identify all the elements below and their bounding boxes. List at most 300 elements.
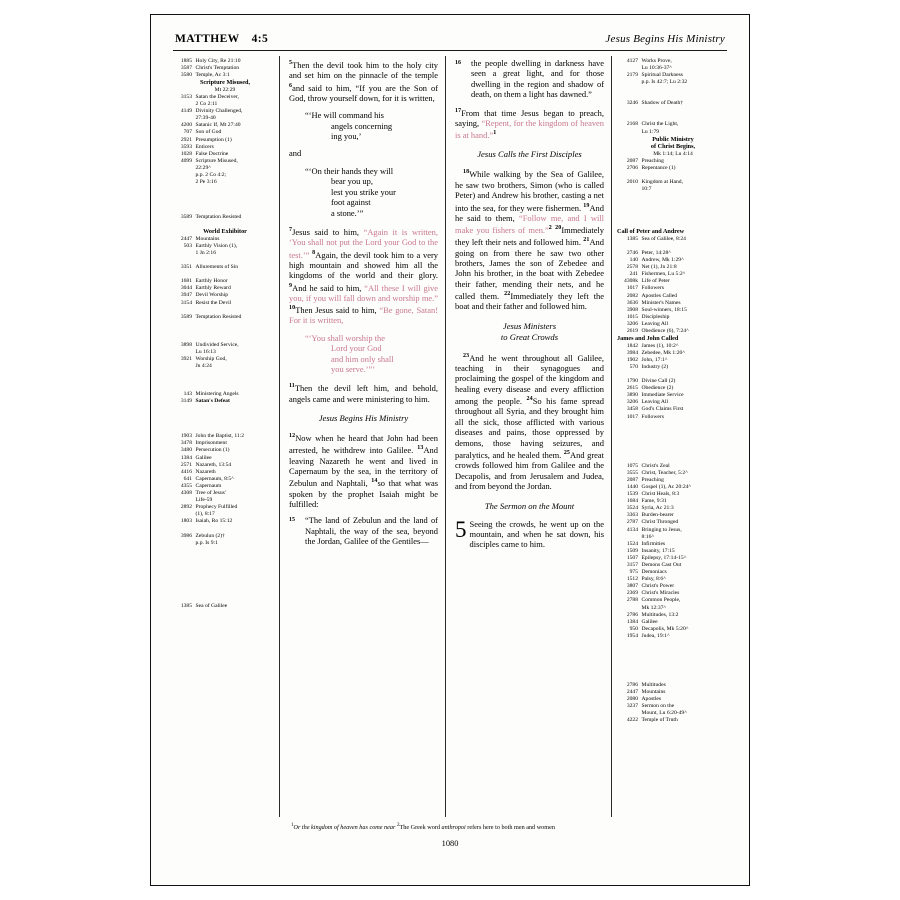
reference-number: 2168 — [626, 121, 638, 128]
reference-number: 1384 — [180, 454, 192, 461]
reference-gap — [171, 321, 279, 342]
reference-entry[interactable] — [171, 278, 279, 285]
reference-entry[interactable] — [171, 356, 279, 363]
reference-entry[interactable] — [617, 58, 729, 65]
reference-number: 4200 — [180, 122, 192, 129]
running-head — [171, 33, 729, 49]
verse-7-10 — [289, 225, 438, 326]
reference-entry[interactable] — [617, 378, 729, 385]
reference-topic: Prophecy Fulfilled — [195, 504, 238, 511]
reference-continuation: Mount, Lu 6:20-49^ — [641, 710, 687, 717]
verse-text: And great crowds followed him from Galilee and the Decapolis, and from Jerusalem and Judea, and from beyond the Jordan. — [455, 449, 604, 492]
reference-entry[interactable] — [617, 576, 729, 583]
running-head-title: Jesus Begins His Ministry — [605, 33, 725, 45]
reference-topic: Satan the Deceiver, — [195, 93, 239, 100]
verse-number: 19 — [583, 202, 590, 209]
verse-text: Then the devil left him, and behold, angels came and were ministering to him. — [289, 383, 438, 404]
reference-entry[interactable] — [617, 321, 729, 328]
reference-number: 140 — [629, 257, 638, 264]
reference-entry[interactable] — [617, 555, 729, 562]
poetry-line: and him only shall — [331, 353, 394, 364]
reference-number: 3206 — [626, 399, 638, 406]
red-letter-text: “Repent, for the kingdom of heaven is at hand.” — [455, 117, 604, 141]
reference-topic: Temptation Resisted — [195, 313, 242, 320]
verse-number: 5 — [289, 60, 293, 66]
reference-entry[interactable] — [617, 548, 729, 555]
reference-entry[interactable] — [171, 158, 279, 165]
reference-number: 1385 — [180, 602, 192, 609]
reference-topic: Tree of Jesus' — [195, 490, 226, 497]
book-name: MATTHEW — [175, 33, 240, 45]
reference-entry[interactable] — [617, 293, 729, 300]
reference-continuation: 22:29^ — [195, 164, 211, 171]
reference-entry[interactable] — [171, 483, 279, 490]
reference-continuation: p.p. Is 9:1 — [195, 539, 218, 546]
poetry-line: the people dwelling — [471, 58, 541, 68]
reference-topic: Obedience (2) — [641, 385, 674, 392]
reference-number: 3589 — [180, 214, 192, 221]
verse-text: Seeing the crowds, he went up on the mountain, and when he sat down, his disciples came to him. — [469, 518, 604, 550]
reference-entry[interactable] — [617, 121, 729, 128]
reference-topic: False Doctrine — [195, 150, 229, 157]
verse-number: 12 — [289, 433, 296, 440]
reference-entry[interactable] — [617, 626, 729, 633]
reference-entry[interactable] — [171, 137, 279, 144]
reference-entry[interactable] — [617, 484, 729, 491]
reference-number: 4308 — [180, 490, 192, 497]
reference-entry[interactable] — [617, 505, 729, 512]
reference-entry[interactable] — [617, 72, 729, 79]
poetry-line: angels concerning — [331, 120, 393, 131]
chapter-verse-ref: 4:5 — [251, 33, 269, 45]
reference-entry[interactable] — [171, 72, 279, 79]
reference-entry[interactable] — [171, 518, 279, 525]
reference-continuation: Mk 12:37^ — [641, 604, 667, 611]
poetry-block-4 — [289, 515, 438, 546]
poetry-line: Lord your God — [331, 343, 382, 354]
reference-entry[interactable] — [171, 455, 279, 462]
reference-number: 2788 — [626, 597, 638, 604]
reference-entry[interactable] — [617, 682, 729, 689]
reference-number: 2447 — [626, 689, 638, 696]
reference-entry[interactable] — [617, 285, 729, 292]
poetry-line: and for those dwelling — [471, 68, 604, 89]
reference-entry[interactable] — [171, 462, 279, 469]
reference-topic: Sermon on the — [641, 703, 675, 710]
reference-number: 3593 — [180, 143, 192, 150]
reference-entry[interactable] — [617, 328, 729, 335]
reference-topic: Minister's Names — [641, 299, 681, 306]
verse-text: While walking by the Sea of Galilee, he saw two brothers, Simon (who is called Peter) and Andrew his brother, casting a net into the sea, for they were fishermen. — [455, 169, 604, 213]
reference-number: 241 — [629, 271, 638, 278]
reference-entry[interactable] — [171, 447, 279, 454]
poetry-line: beyond the Jordan, — [305, 525, 438, 547]
footnote-1 — [291, 824, 395, 831]
verse-number: 20 — [555, 225, 562, 232]
reference-heading: Scripture Misused, — [199, 79, 251, 87]
reference-entry[interactable] — [617, 583, 729, 590]
reference-number: 3555 — [626, 469, 638, 476]
reference-entry[interactable] — [171, 214, 279, 221]
reference-entry[interactable] — [171, 603, 279, 610]
reference-number: 2179 — [626, 72, 638, 79]
poetry-line: ing you,’ — [331, 131, 362, 142]
page-number: 1080 — [441, 839, 459, 849]
verse-text: And leaving Nazareth he went and lived in Capernaum by the sea, in the territory of Zebulun and Naphtali, — [289, 445, 438, 489]
reference-entry[interactable] — [617, 541, 729, 548]
reference-continuation: Lu 10:36-37^ — [641, 65, 672, 72]
reference-topic: Devil Worship — [195, 292, 229, 299]
reference-entry[interactable] — [171, 433, 279, 440]
reference-entry[interactable] — [171, 151, 279, 158]
reference-entry[interactable] — [617, 307, 729, 314]
reference-number: 1385 — [626, 235, 638, 242]
reference-number: 3524 — [626, 505, 638, 512]
reference-entry[interactable] — [617, 619, 729, 626]
reference-gap — [171, 186, 279, 214]
reference-topic: Nazareth, 13:54 — [195, 461, 232, 468]
reference-entry[interactable] — [171, 264, 279, 271]
red-letter-text: “Be gone, Satan! For it is written, — [289, 305, 439, 326]
reference-number: 2571 — [180, 461, 192, 468]
poetry-line: foot against — [331, 197, 371, 208]
reference-entry[interactable] — [171, 292, 279, 299]
reference-topic: Preaching — [641, 476, 664, 483]
reference-topic: Followers — [641, 413, 664, 420]
reference-entry[interactable] — [617, 696, 729, 703]
footnote-text: The Greek word — [399, 824, 442, 832]
poetry-line: Galilee of the — [344, 536, 391, 547]
verse-text: Immediately they left their nets and followed him. — [455, 224, 605, 248]
reference-entry[interactable] — [617, 300, 729, 307]
footnotes — [171, 817, 729, 832]
reference-entry[interactable] — [171, 58, 279, 65]
verse-number: 23 — [463, 352, 470, 359]
connector-and: and — [289, 148, 302, 159]
reference-number: 3363 — [626, 512, 638, 519]
reference-entry[interactable] — [171, 285, 279, 292]
reference-number: 1902 — [626, 356, 638, 363]
reference-continuation: 27:39-40 — [195, 115, 216, 122]
reference-continuation: 10:7 — [641, 186, 652, 193]
reference-topic: Scripture Misused, — [195, 157, 238, 164]
verse-number: 7 — [289, 226, 293, 233]
reference-entry[interactable] — [617, 406, 729, 413]
verse-number: 14 — [371, 478, 378, 485]
reference-entry[interactable] — [617, 633, 729, 640]
reference-entry[interactable] — [617, 717, 729, 724]
reference-topic: James (1), 10:2^ — [641, 342, 679, 349]
reference-number: 950 — [629, 625, 638, 632]
reference-heading: of Christ Begins, — [650, 143, 696, 151]
verse-23-25 — [455, 351, 604, 492]
reference-entry[interactable] — [617, 590, 729, 597]
reference-entry[interactable] — [617, 612, 729, 619]
reference-topic: Kingdom at Hand, — [641, 179, 683, 186]
reference-topic: Satanic If, Mt 27:40 — [195, 122, 241, 129]
reference-entry[interactable] — [171, 504, 279, 511]
footnote-greek-word: anthropoi — [441, 824, 466, 832]
reference-number: 3890 — [626, 392, 638, 399]
reference-number: 2706 — [626, 165, 638, 172]
reference-entry[interactable] — [617, 414, 729, 421]
reference-entry[interactable] — [617, 250, 729, 257]
reference-entry[interactable] — [617, 179, 729, 186]
reference-number: 3807 — [626, 583, 638, 590]
reference-entry[interactable] — [617, 498, 729, 505]
reference-entry[interactable] — [617, 597, 729, 604]
reference-entry[interactable] — [617, 703, 729, 710]
reference-entry[interactable] — [617, 385, 729, 392]
reference-topic: Industry (2) — [641, 364, 669, 370]
reference-topic: Shadow of Death† — [641, 100, 684, 107]
footnote-marker: 1 — [493, 130, 497, 137]
reference-entry[interactable] — [617, 463, 729, 470]
reference-entry[interactable] — [617, 477, 729, 484]
reference-gap — [171, 547, 279, 575]
reference-gap — [617, 243, 729, 250]
reference-entry[interactable] — [171, 65, 279, 72]
reference-topic: John, 17:1^ — [641, 356, 668, 363]
reference-number: 2578 — [626, 264, 638, 271]
reference-number: 2369 — [626, 590, 638, 597]
chapter-5-verse-1 — [455, 516, 604, 550]
reference-number: 4355 — [180, 482, 192, 489]
reference-number: 4308k — [624, 278, 638, 285]
reference-entry[interactable] — [617, 278, 729, 285]
reference-number: 1524 — [626, 540, 638, 547]
reference-continuation: Lu 16:13 — [195, 348, 216, 355]
reference-entry[interactable] — [617, 350, 729, 357]
footnote-marker: 1 — [291, 823, 294, 828]
reference-entry[interactable] — [617, 158, 729, 165]
reference-entry[interactable] — [171, 236, 279, 243]
poetry-line: a stone.’” — [331, 207, 364, 218]
poetry-line: bear you up, — [331, 176, 373, 187]
reference-topic: Andrew, Mk 1:29^ — [641, 257, 684, 264]
reference-number: 3636 — [626, 299, 638, 306]
reference-number: 3480 — [180, 447, 192, 454]
reference-topic: Apostles Called — [641, 292, 678, 299]
verse-number: 8 — [312, 249, 316, 256]
verse-number: 16 — [455, 60, 461, 66]
reference-topic: Works Prove, — [641, 58, 672, 64]
reference-topic: Satan's Defeat — [195, 398, 230, 405]
reference-entry[interactable] — [171, 129, 279, 136]
reference-number: 3458 — [626, 406, 638, 413]
reference-continuation: Life-59 — [195, 497, 213, 504]
reference-entry[interactable] — [171, 300, 279, 307]
reference-topic: Burden-bearer — [641, 512, 674, 519]
reference-number: 3580 — [180, 72, 192, 79]
reference-number: 1885 — [180, 58, 192, 64]
reference-entry[interactable] — [617, 264, 729, 271]
poetry-block-1 — [289, 110, 438, 141]
verse-text: Immediately they left the boat and their father and followed him. — [455, 291, 605, 312]
reference-number: 2746 — [626, 250, 638, 256]
verse-number: 21 — [583, 237, 590, 244]
reference-entry[interactable] — [171, 144, 279, 151]
reference-number: 641 — [183, 475, 192, 482]
reference-number: 3157 — [626, 561, 638, 568]
reference-topic: Christ's Miracles — [641, 590, 680, 597]
reference-gap — [171, 221, 279, 228]
footnote-marker: 2 — [548, 225, 552, 232]
reference-entry[interactable] — [617, 519, 729, 526]
reference-topic: Decapolis, Mk 5:20^ — [641, 625, 689, 632]
reference-entry[interactable] — [171, 342, 279, 349]
reference-number: 1954 — [626, 632, 638, 639]
reference-heading: Public Ministry — [652, 135, 694, 143]
reference-topic: Son of God — [195, 129, 222, 136]
footnote-text: refers here to both men and women — [465, 824, 555, 832]
reference-entry[interactable] — [171, 398, 279, 405]
reference-topic: Worship God, — [195, 355, 227, 362]
reference-entry[interactable] — [171, 243, 279, 250]
reference-entry[interactable] — [617, 314, 729, 321]
reference-number: 570 — [629, 364, 638, 370]
right-reference-column — [612, 55, 729, 817]
reference-topic: Syria, Ac 21:3 — [641, 505, 674, 512]
reference-entry[interactable] — [171, 490, 279, 497]
reference-continuation: (1), 8:17 — [195, 511, 215, 518]
section-heading-jesus-ministers — [455, 321, 604, 344]
poetry-block-3 — [289, 333, 438, 375]
reference-number: 4134 — [626, 526, 638, 533]
reference-entry[interactable] — [171, 108, 279, 115]
reference-number: 3153 — [180, 93, 192, 100]
reference-topic: Discipleship — [641, 313, 670, 320]
poetry-block-5 — [455, 58, 604, 100]
reference-topic: Galilee — [195, 454, 212, 461]
reference-gap — [171, 405, 279, 433]
reference-gap — [617, 172, 729, 179]
reference-topic: John the Baptist, 11:2 — [195, 433, 245, 440]
reference-topic: Obedience (6), 7:24^ — [641, 328, 689, 335]
reference-number: 1015 — [626, 313, 638, 320]
poetry-line: lest you strike your — [331, 186, 396, 197]
reference-number: 503 — [183, 242, 192, 249]
reference-number: 4222 — [626, 717, 638, 724]
reference-topic: Christ's Power — [641, 583, 675, 590]
reference-number: 3154 — [180, 299, 192, 306]
reference-entry[interactable] — [171, 122, 279, 129]
reference-gap — [171, 307, 279, 314]
reference-topic: Epilepsy, 17:14-15^ — [641, 554, 687, 561]
reference-entry[interactable] — [617, 392, 729, 399]
reference-entry[interactable] — [171, 469, 279, 476]
reference-number: 2619 — [626, 328, 638, 335]
left-reference-column — [171, 55, 279, 817]
reference-number: 1384 — [626, 618, 638, 625]
reference-number: 3044 — [180, 285, 192, 292]
reference-number: 2087 — [626, 157, 638, 164]
reference-entry[interactable] — [617, 271, 729, 278]
reference-topic: Judea, 19:1^ — [641, 632, 670, 639]
verse-number: 18 — [463, 169, 470, 176]
running-head-left — [175, 33, 268, 45]
reference-entry[interactable] — [617, 165, 729, 172]
reference-number: 3149 — [180, 398, 192, 405]
verse-number: 17 — [455, 107, 462, 114]
reference-entry[interactable] — [617, 364, 729, 371]
reference-entry[interactable] — [617, 689, 729, 696]
section-heading-jesus-calls-disciples: Jesus Calls the First Disciples — [477, 149, 582, 160]
reference-number: 3986 — [180, 532, 192, 539]
reference-number: 1507 — [626, 554, 638, 561]
reference-entry[interactable] — [171, 533, 279, 540]
reference-entry[interactable] — [617, 512, 729, 519]
verse-number: 22 — [504, 291, 511, 298]
reference-entry[interactable] — [617, 399, 729, 406]
reference-entry[interactable] — [617, 470, 729, 477]
reference-number: 2010 — [626, 179, 638, 186]
reference-entry[interactable] — [617, 562, 729, 569]
verse-number: 10 — [289, 305, 296, 312]
reference-number: 2082 — [626, 292, 638, 299]
reference-number: 1017 — [626, 413, 638, 420]
reference-number: 3587 — [180, 65, 192, 72]
verse-number: 24 — [526, 396, 533, 403]
reference-entry[interactable] — [171, 391, 279, 398]
reference-gap — [617, 107, 729, 121]
reference-entry[interactable] — [171, 314, 279, 321]
reference-topic: Holy City, Re 21:10 — [195, 58, 241, 64]
reference-topic: Christ Thronged — [641, 519, 679, 526]
reference-topic: Zebedee, Mk 1:20^ — [641, 349, 685, 356]
reference-gap — [171, 271, 279, 278]
reference-entry[interactable] — [617, 491, 729, 498]
reference-gap — [617, 193, 729, 228]
reference-gap — [617, 421, 729, 463]
bible-page — [150, 14, 750, 886]
poetry-line: “The land of Zebulun — [305, 515, 382, 526]
reference-topic: Apostles — [641, 696, 662, 703]
reference-number: 2921 — [180, 136, 192, 143]
verse-17 — [455, 106, 604, 141]
footnote-text: Or the kingdom of heaven has come near — [293, 824, 396, 832]
reference-entry[interactable] — [171, 476, 279, 483]
verse-number: 9 — [289, 282, 293, 289]
reference-continuation: 1 Jn 2:16 — [195, 250, 217, 257]
reference-gap — [617, 640, 729, 682]
reference-topic: Demoniacs — [641, 569, 667, 576]
reference-topic: Preaching — [641, 157, 664, 164]
reference-entry[interactable] — [171, 94, 279, 101]
reference-entry[interactable] — [617, 343, 729, 350]
reference-heading: World Exhibitor — [203, 228, 247, 236]
reference-topic: Spiritual Darkness — [641, 72, 683, 79]
reference-entry[interactable] — [617, 236, 729, 243]
reference-topic: Bringing to Jesus, — [641, 526, 682, 533]
reference-number: 1842 — [626, 342, 638, 349]
reference-number: 707 — [183, 129, 192, 136]
reference-number: 2615 — [626, 385, 638, 392]
reference-topic: Enticers — [195, 143, 214, 150]
reference-subheading: Mt 22:29 — [214, 86, 236, 93]
reference-entry[interactable] — [617, 569, 729, 576]
reference-entry[interactable] — [617, 100, 729, 107]
reference-entry[interactable] — [617, 357, 729, 364]
reference-topic: Earthly Reward — [195, 285, 231, 292]
reference-number: 1509 — [626, 547, 638, 554]
reference-number: 2080 — [626, 696, 638, 703]
reference-entry[interactable] — [617, 527, 729, 534]
poetry-line: “‘You shall worship the — [305, 332, 385, 343]
reference-gap — [171, 575, 279, 603]
reference-topic: Multitudes, 13:2 — [641, 611, 679, 618]
reference-topic: Christ Heals, 8:3 — [641, 491, 680, 498]
